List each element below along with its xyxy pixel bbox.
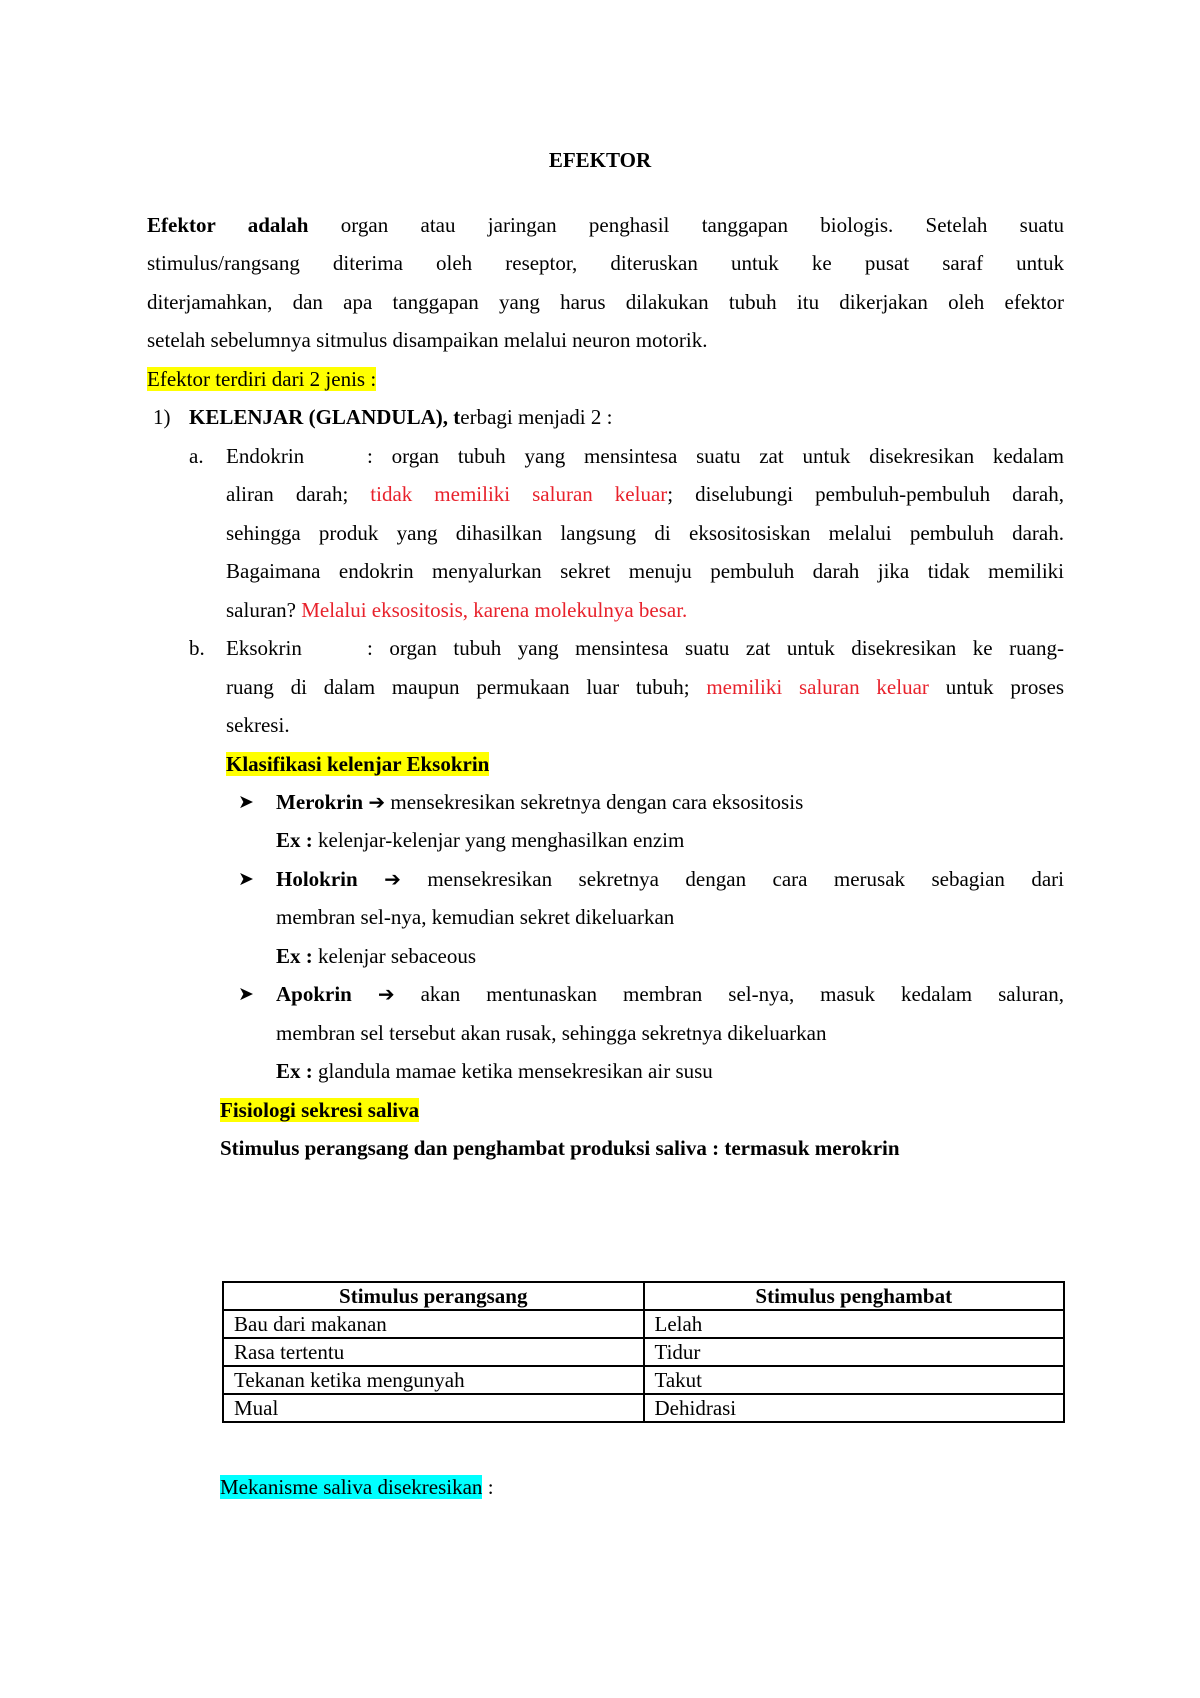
mekanisme-suffix: : — [482, 1475, 494, 1499]
holokrin-line-1 — [276, 865, 1064, 893]
klasifikasi-heading — [226, 750, 489, 778]
apokrin-ex-text: glandula mamae ketika mensekresikan air susu — [312, 1059, 713, 1083]
holokrin-example — [276, 942, 476, 970]
apokrin-ex-label: Ex : — [276, 1059, 313, 1083]
endokrin-line-2-red: tidak memiliki saluran keluar — [370, 482, 668, 506]
endokrin-line-2-post: ; diselubungi pembuluh-pembuluh darah, — [667, 482, 1064, 506]
stimulus-heading: Stimulus perangsang dan penghambat produksi saliva : termasuk merokrin — [220, 1136, 900, 1160]
intro-line-4: setelah sebelumnya sitmulus disampaikan melalui neuron motorik. — [147, 328, 708, 352]
holokrin-text: mensekresikan sekretnya dengan cara merusak sebagian dari — [400, 867, 1065, 891]
item-1-number: 1) — [153, 405, 171, 429]
table-cell: Bau dari makanan — [223, 1310, 644, 1338]
intro-line-3: diterjamahkan, dan apa tanggapan yang harus dilakukan tubuh itu dikerjakan oleh efektor — [147, 290, 1064, 314]
apokrin-text: akan mentunaskan membran sel-nya, masuk kedalam saluran, — [394, 982, 1064, 1006]
eksokrin-line-2 — [226, 673, 1064, 701]
efektor-jenis-text: Efektor terdiri dari 2 jenis : — [147, 367, 377, 391]
merokrin-bullet-icon: ➤ — [238, 791, 254, 813]
header-perangsang: Stimulus perangsang — [223, 1282, 644, 1310]
table-cell: Takut — [644, 1366, 1065, 1394]
fisiologi-heading-text: Fisiologi sekresi saliva — [220, 1098, 420, 1122]
holokrin-ex-label: Ex : — [276, 944, 313, 968]
endokrin-line-2 — [226, 480, 1064, 508]
table-row — [223, 1394, 1064, 1422]
header-penghambat: Stimulus penghambat — [644, 1282, 1065, 1310]
holokrin-name: Holokrin — [276, 867, 358, 891]
holokrin-ex-text: kelenjar sebaceous — [312, 944, 477, 968]
merokrin-arrow-icon: ➔ — [368, 790, 386, 814]
eksokrin-line-1: : organ tubuh yang mensintesa suatu zat untuk disekresikan ke ruang- — [367, 636, 1064, 660]
holokrin-bullet-icon: ➤ — [238, 868, 254, 890]
table-cell: Tidur — [644, 1338, 1065, 1366]
apokrin-line-1 — [276, 980, 1064, 1008]
holokrin-line-2: membran sel-nya, kemudian sekret dikeluarkan — [276, 905, 675, 929]
table-row — [223, 1338, 1064, 1366]
holokrin-arrow-icon: ➔ — [384, 867, 401, 891]
endokrin-line-3: sehingga produk yang dihasilkan langsung di eksositosiskan melalui pembuluh darah. — [226, 521, 1064, 545]
endokrin-line-5-pre: saluran? — [226, 598, 302, 622]
item-1-heading — [189, 403, 612, 431]
apokrin-name: Apokrin — [276, 982, 352, 1006]
stimulus-table — [222, 1281, 1065, 1423]
table-header-row — [223, 1282, 1064, 1310]
table-cell: Tekanan ketika mengunyah — [223, 1366, 644, 1394]
endokrin-line-1: : organ tubuh yang mensintesa suatu zat untuk disekresikan kedalam — [367, 444, 1064, 468]
merokrin-ex-label: Ex : — [276, 828, 313, 852]
item-1-label: KELENJAR (GLANDULA), t — [189, 405, 461, 429]
eksokrin-line-2-pre: ruang di dalam maupun permukaan luar tubuh; — [226, 675, 707, 699]
apokrin-bullet-icon: ➤ — [238, 983, 254, 1005]
endokrin-line-4: Bagaimana endokrin menyalurkan sekret menuju pembuluh darah jika tidak memiliki — [226, 559, 1064, 583]
table-cell: Lelah — [644, 1310, 1065, 1338]
table-row — [223, 1366, 1064, 1394]
eksokrin-letter: b. — [189, 636, 205, 660]
endokrin-letter: a. — [189, 444, 204, 468]
merokrin-text: mensekresikan sekretnya dengan cara eksositosis — [385, 790, 804, 814]
intro-line-1-text: organ atau jaringan penghasil tanggapan biologis. Setelah suatu — [308, 213, 1064, 237]
endokrin-line-5 — [226, 596, 687, 624]
apokrin-example — [276, 1057, 713, 1085]
mekanisme-heading — [220, 1473, 494, 1501]
apokrin-arrow-icon: ➔ — [377, 982, 395, 1006]
eksokrin-line-3: sekresi. — [226, 713, 290, 737]
eksokrin-line-2-red: memiliki saluran keluar — [706, 675, 929, 699]
endokrin-line-2-pre: aliran darah; — [226, 482, 371, 506]
item-1-rest: erbagi menjadi 2 : — [460, 405, 613, 429]
intro-line-2: stimulus/rangsang diterima oleh reseptor, diteruskan untuk ke pusat saraf untuk — [147, 251, 1064, 275]
efektor-jenis — [147, 365, 376, 393]
fisiologi-heading — [220, 1096, 419, 1124]
merokrin-example — [276, 826, 684, 854]
mekanisme-text: Mekanisme saliva disekresikan — [220, 1475, 483, 1499]
eksokrin-line-2-post: untuk proses — [928, 675, 1064, 699]
endokrin-name: Endokrin — [226, 444, 305, 468]
table-row — [223, 1310, 1064, 1338]
merokrin-line-1 — [276, 788, 803, 816]
endokrin-line-5-red: Melalui eksositosis, karena molekulnya besar. — [301, 598, 688, 622]
merokrin-name: Merokrin — [276, 790, 364, 814]
table-cell: Rasa tertentu — [223, 1338, 644, 1366]
table-cell: Mual — [223, 1394, 644, 1422]
intro-line-1 — [147, 211, 1064, 239]
klasifikasi-heading-text: Klasifikasi kelenjar Eksokrin — [226, 752, 490, 776]
page-title: EFEKTOR — [548, 148, 652, 172]
apokrin-line-2: membran sel tersebut akan rusak, sehingga sekretnya dikeluarkan — [276, 1021, 827, 1045]
intro-term: Efektor adalah — [147, 213, 309, 237]
eksokrin-name: Eksokrin — [226, 636, 302, 660]
merokrin-ex-text: kelenjar-kelenjar yang menghasilkan enzim — [312, 828, 685, 852]
table-cell: Dehidrasi — [644, 1394, 1065, 1422]
